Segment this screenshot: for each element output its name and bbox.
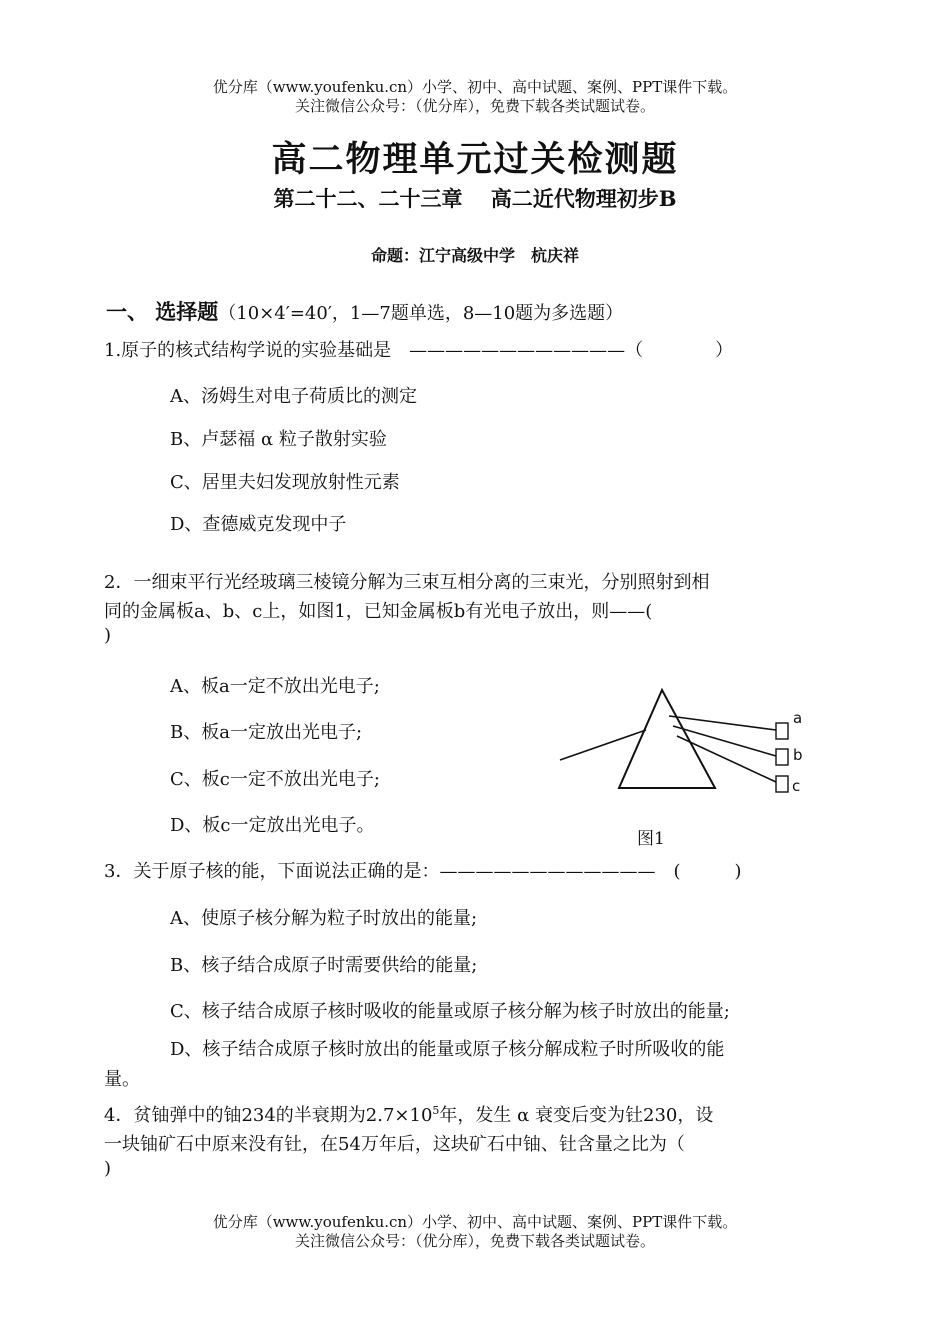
section-title: 一、 选择题 — [106, 299, 219, 324]
page-subtitle: 第二十二、二十三章 高二近代物理初步B — [273, 186, 677, 211]
q3-stem: 3．关于原子核的能，下面说法正确的是：———————————— ( ) — [104, 861, 742, 882]
q1-option-a: A、汤姆生对电子荷质比的测定 — [170, 386, 417, 407]
header-line-2: 关注微信公众号：（优分库），免费下载各类试题试卷。 — [294, 97, 655, 115]
q4-stem-part-1: 4．贫铀弹中的铀234的半衰期为2.7×10 — [104, 1105, 433, 1126]
plate-label-c: c — [792, 777, 801, 795]
q2-option-d: D、板c一定放出光电子。 — [170, 815, 375, 836]
q3-option-a: A、使原子核分解为粒子时放出的能量; — [170, 908, 478, 929]
q1-option-d: D、查德威克发现中子 — [170, 514, 347, 535]
figure-1-prism-diagram — [555, 680, 815, 850]
footer-line-1: 优分库（www.youfenku.cn）小学、初中、高中试题、案例、PPT课件下载。 — [212, 1213, 738, 1231]
section-heading — [106, 296, 623, 326]
section-note: （10×4′=40′，1—7题单选，8—10题为多选题） — [218, 303, 624, 324]
ray-a — [669, 716, 776, 730]
q2-option-b: B、板a一定放出光电子; — [170, 722, 363, 743]
q2-option-c: C、板c一定不放出光电子; — [170, 769, 380, 790]
ray-c — [677, 736, 776, 782]
plate-c — [776, 776, 788, 792]
page-title: 高二物理单元过关检测题 — [271, 139, 679, 180]
q4-stem-line-1 — [104, 1101, 713, 1127]
q2-stem-line-2: 同的金属板a、b、c上，如图1，已知金属板b有光电子放出，则——( — [104, 601, 653, 622]
q4-stem-part-2: 年，发生 α 衰变后变为钍230，设 — [439, 1105, 714, 1126]
author-line: 命题：江宁高级中学 杭庆祥 — [370, 246, 579, 265]
plate-label-b: b — [793, 746, 803, 764]
q3-option-d-line-2: 量。 — [104, 1069, 140, 1090]
header-line-1: 优分库（www.youfenku.cn）小学、初中、高中试题、案例、PPT课件下载。 — [212, 78, 738, 96]
plate-label-a: a — [793, 709, 803, 727]
q2-stem-line-3: ) — [104, 625, 112, 646]
q3-option-b: B、核子结合成原子时需要供给的能量; — [170, 955, 478, 976]
q1-option-c: C、居里夫妇发现放射性元素 — [170, 472, 400, 493]
q4-stem-line-2: 一块铀矿石中原来没有钍，在54万年后，这块矿石中铀、钍含量之比为（ — [104, 1134, 685, 1155]
footer-line-2: 关注微信公众号：（优分库），免费下载各类试题试卷。 — [294, 1232, 655, 1250]
q2-option-a: A、板a一定不放出光电子; — [170, 676, 380, 697]
q3-option-c: C、核子结合成原子核时吸收的能量或原子核分解为核子时放出的能量; — [170, 1001, 730, 1022]
plate-b — [776, 749, 788, 765]
q1-stem: 1.原子的核式结构学说的实验基础是 ————————————（ ） — [104, 340, 734, 361]
figure-1-caption: 图1 — [637, 829, 665, 849]
q4-exponent: 5 — [432, 1104, 440, 1117]
plate-a — [776, 723, 788, 739]
q4-stem-line-3: ) — [104, 1158, 112, 1179]
q2-stem-line-1: 2．一细束平行光经玻璃三棱镜分解为三束互相分离的三束光，分别照射到相 — [104, 572, 710, 593]
q1-option-b: B、卢瑟福 α 粒子散射实验 — [170, 429, 387, 450]
prism-triangle — [619, 690, 715, 788]
q3-option-d-line-1: D、核子结合成原子核时放出的能量或原子核分解成粒子时所吸收的能 — [170, 1039, 725, 1060]
